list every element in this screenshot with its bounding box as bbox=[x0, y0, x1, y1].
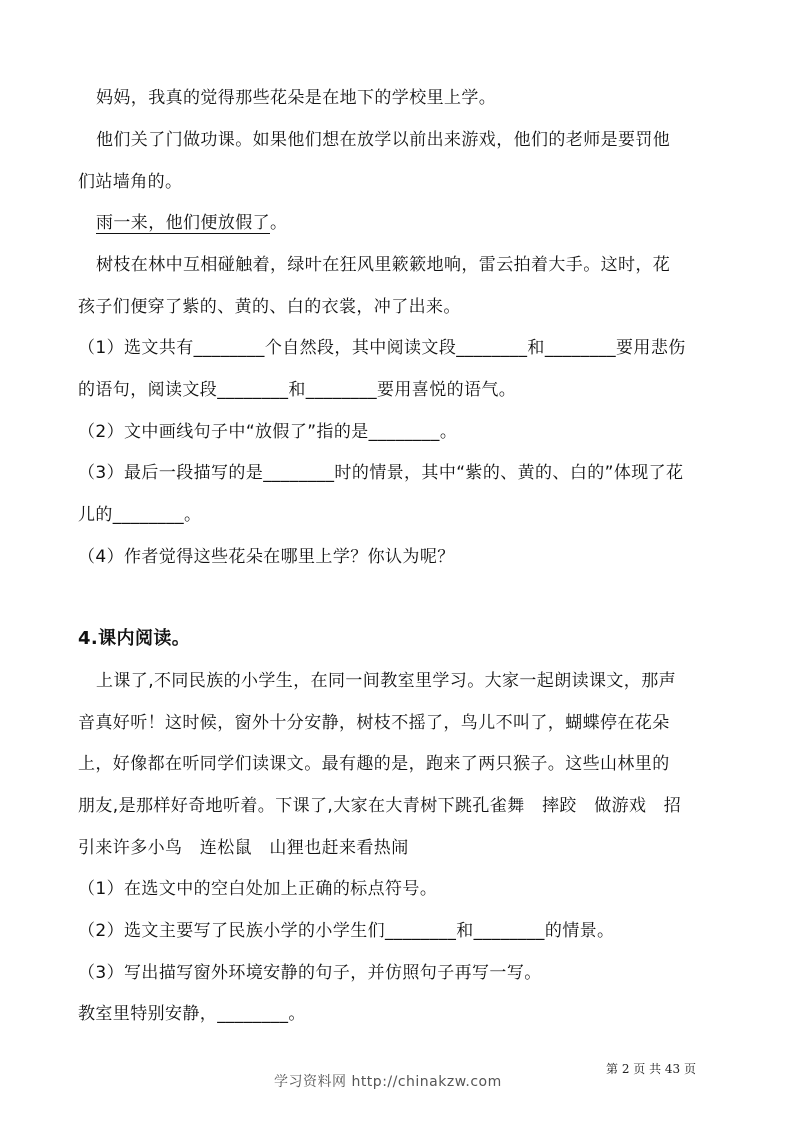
paragraph-line: 上，好像都在听同学们读课文。最有趣的是，跑来了两只猴子。这些山林里的 bbox=[78, 754, 670, 774]
sentence-end: 。 bbox=[270, 213, 288, 233]
paragraph-line bbox=[96, 211, 736, 235]
paragraph-line: 妈妈，我真的觉得那些花朵是在地下的学校里上学。 bbox=[96, 88, 497, 108]
question-line: （3）最后一段描写的是________时的情景，其中“紫的、黄的、白的”体现了花 bbox=[78, 463, 684, 483]
page-number: 第 2 页 共 43 页 bbox=[606, 1062, 696, 1076]
site-watermark: 学习资料网 http://chinakzw.com bbox=[274, 1074, 502, 1090]
paragraph-line: 们站墙角的。 bbox=[78, 172, 183, 192]
underlined-sentence: 雨一来，他们便放假了 bbox=[96, 213, 270, 233]
question-line: 的语句，阅读文段________和________要用喜悦的语气。 bbox=[78, 380, 517, 400]
question-line: （1）选文共有________个自然段，其中阅读文段________和________要用悲伤 bbox=[78, 338, 686, 358]
paragraph-line: 上课了,不同民族的小学生，在同一间教室里学习。大家一起朗读课文，那声 bbox=[96, 671, 677, 691]
question-line: （2）文中画线句子中“放假了”指的是________。 bbox=[78, 422, 458, 442]
paragraph-line: 引来许多小鸟 连松鼠 山狸也赶来看热闹 bbox=[78, 838, 409, 858]
question-line: （1）在选文中的空白处加上正确的标点符号。 bbox=[78, 879, 438, 899]
question-line: （4）作者觉得这些花朵在哪里上学？你认为呢？ bbox=[78, 547, 455, 567]
paragraph-line: 音真好听！这时候，窗外十分安静，树枝不摇了，鸟儿不叫了，蝴蝶停在花朵 bbox=[78, 713, 670, 733]
section-heading: 4.课内阅读。 bbox=[78, 628, 191, 649]
paragraph-line: 朋友,是那样好奇地听着。下课了,大家在大青树下跳孔雀舞 摔跤 做游戏 招 bbox=[78, 796, 682, 816]
answer-line: 教室里特别安静，________。 bbox=[78, 1004, 306, 1024]
paragraph-line: 树枝在林中互相碰触着，绿叶在狂风里簌簌地响，雷云拍着大手。这时，花 bbox=[96, 255, 671, 275]
paragraph-line: 他们关了门做功课。如果他们想在放学以前出来游戏，他们的老师是要罚他 bbox=[96, 130, 671, 150]
paragraph-line: 孩子们便穿了紫的、黄的、白的衣裳，冲了出来。 bbox=[78, 297, 461, 317]
question-line: 儿的________。 bbox=[78, 505, 202, 525]
question-line: （3）写出描写窗外环境安静的句子，并仿照句子再写一写。 bbox=[78, 963, 542, 983]
question-line: （2）选文主要写了民族小学的小学生们________和________的情景。 bbox=[78, 921, 615, 941]
